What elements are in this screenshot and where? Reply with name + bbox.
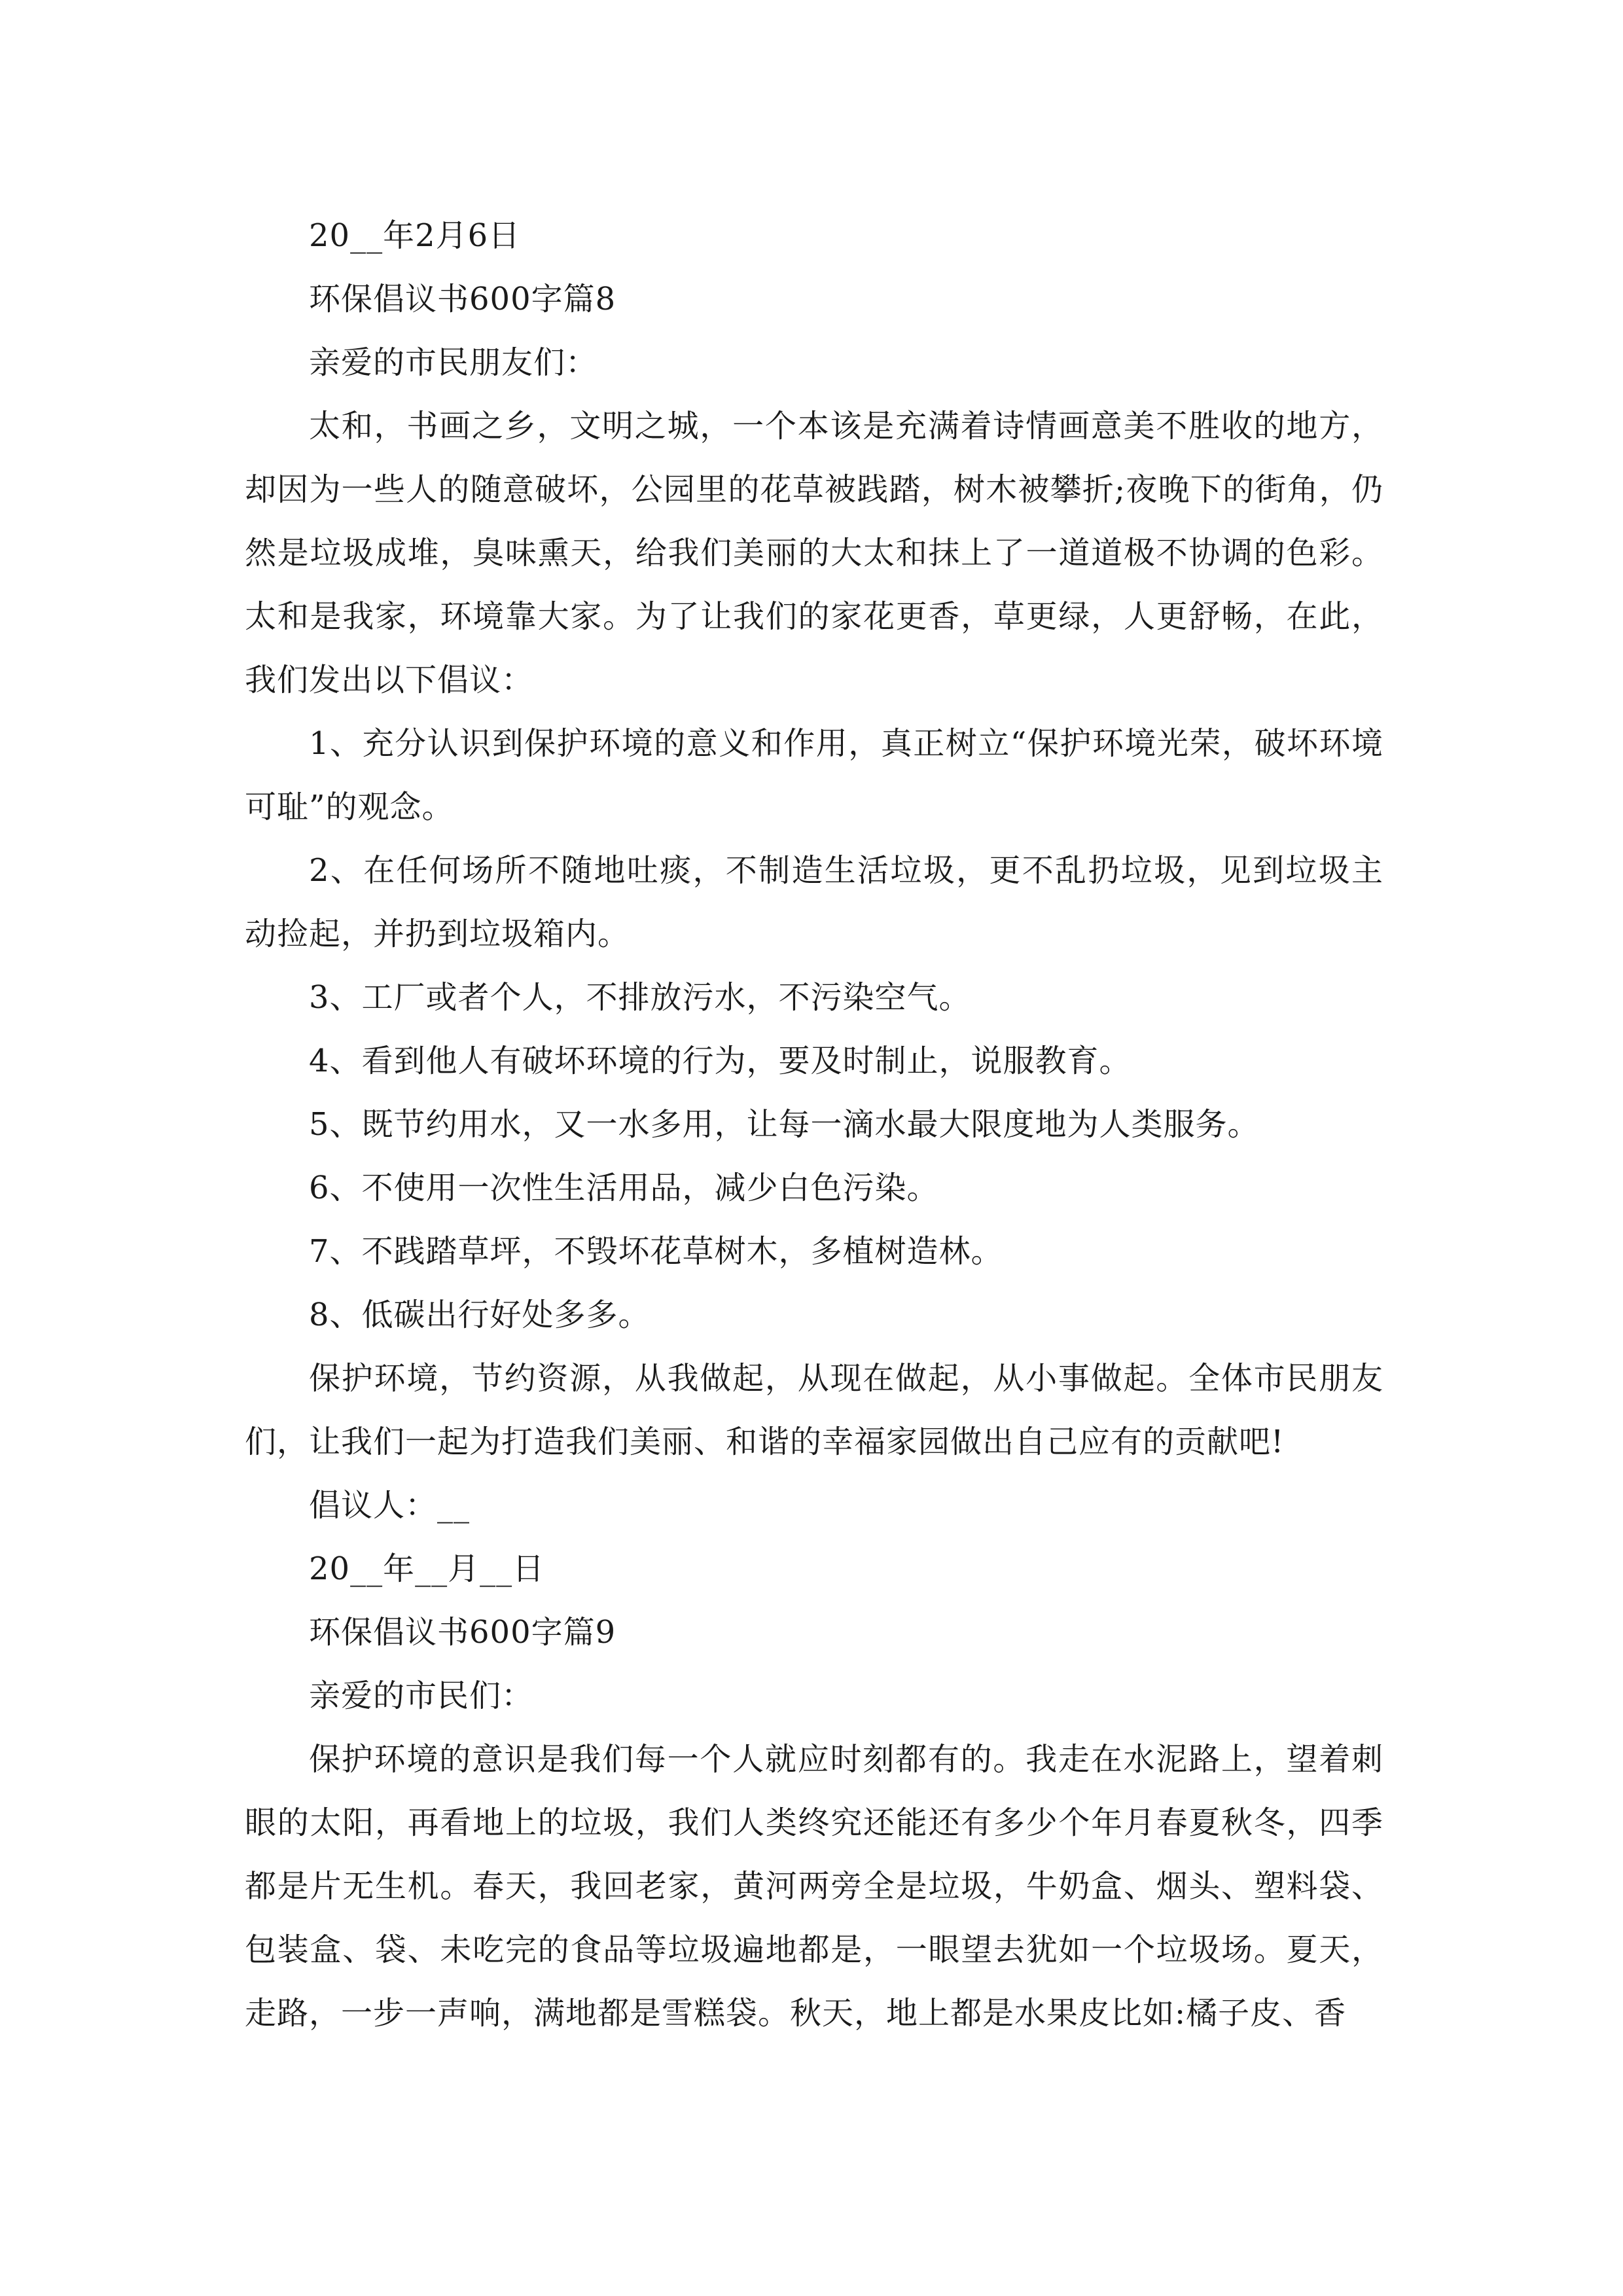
proposal-item-2: 2、在任何场所不随地吐痰，不制造生活垃圾，更不乱扔垃圾，见到垃圾主动捡起，并扔到垃圾箱内。 (245, 852, 1383, 952)
section-title-9: 环保倡议书600字篇9 (309, 1614, 616, 1651)
proposal-item-1: 1、充分认识到保护环境的意义和作用，真正树立“保护环境光荣，破坏环境可耻”的观念。 (245, 725, 1383, 825)
section-title-8: 环保倡议书600字篇8 (309, 281, 616, 317)
proposal-item-4: 4、看到他人有破坏环境的行为，要及时制止，说服教育。 (309, 1043, 1132, 1079)
proposal-item-6: 6、不使用一次性生活用品，减少白色污染。 (309, 1170, 939, 1206)
signature-line: 倡议人：__ (309, 1487, 471, 1524)
salutation: 亲爱的市民朋友们： (309, 344, 598, 381)
body-paragraph-2: 保护环境的意识是我们每一个人就应时刻都有的。我走在水泥路上，望着刺眼的太阳，再看地上的垃圾，我们人类终究还能还有多少个年月春夏秋冬，四季都是片无生机。春天，我回老家，黄河两旁全是垃圾，牛奶盒、烟头、塑料袋、包装盒、袋、未吃完的食品等垃圾遍地都是，一眼望去犹如一个垃圾场。夏天，走路，一步一声响，满地都是雪糕袋。秋天，地上都是水果皮比如:橘子皮、香 (245, 1741, 1383, 2032)
closing-paragraph: 保护环境，节约资源，从我做起，从现在做起，从小事做起。全体市民朋友们，让我们一起为打造我们美丽、和谐的幸福家园做出自己应有的贡献吧! (245, 1360, 1383, 1460)
salutation-2: 亲爱的市民们： (309, 1677, 534, 1714)
body-paragraph: 太和，书画之乡，文明之城，一个本该是充满着诗情画意美不胜收的地方，却因为一些人的随意破坏，公园里的花草被践踏，树木被攀折;夜晚下的街角，仍然是垃圾成堆，臭味熏天，给我们美丽的大太和抹上了一道道极不协调的色彩。太和是我家，环境靠大家。为了让我们的家花更香，草更绿，人更舒畅，在此，我们发出以下倡议： (245, 408, 1383, 698)
proposal-item-3: 3、工厂或者个人，不排放污水，不污染空气。 (309, 979, 971, 1016)
date-blank-line: 20__年__月__日 (309, 1551, 545, 1587)
proposal-item-7: 7、不践踏草坪，不毁坏花草树木，多植树造林。 (309, 1233, 1003, 1270)
proposal-item-8: 8、低碳出行好处多多。 (309, 1297, 651, 1333)
date-line: 20__年2月6日 (309, 217, 521, 254)
document-body (245, 204, 1383, 2045)
proposal-item-5: 5、既节约用水，又一水多用，让每一滴水最大限度地为人类服务。 (309, 1106, 1260, 1143)
